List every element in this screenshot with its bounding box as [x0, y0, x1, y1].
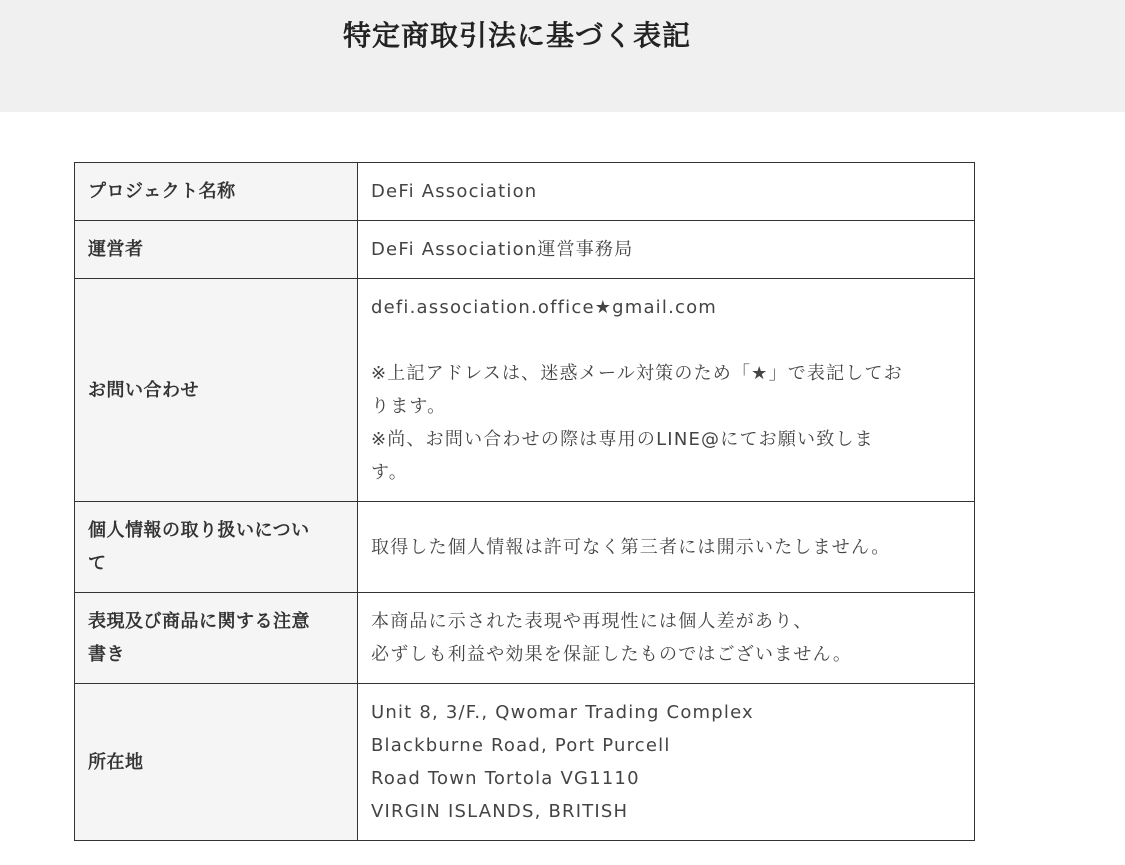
row-value-contact: [358, 279, 975, 502]
disclaimer-label-line: 書き: [88, 644, 125, 665]
disclaimer-label-line: 表現及び商品に関する注意: [88, 611, 310, 632]
row-label-project-name: プロジェクト名称: [75, 163, 358, 221]
table-row-contact: [75, 279, 975, 502]
address-line: Unit 8, 3/F., Qwomar Trading Complex: [371, 702, 754, 723]
table-row-disclaimer: [75, 593, 975, 684]
table-row-address: [75, 684, 975, 841]
row-value-address: [358, 684, 975, 841]
row-label-contact: お問い合わせ: [75, 279, 358, 502]
privacy-label-line: て: [88, 553, 107, 574]
row-value-disclaimer: [358, 593, 975, 684]
contact-note-line: ります。: [371, 396, 447, 417]
table-row-operator: [75, 221, 975, 279]
table-row-project-name: [75, 163, 975, 221]
row-label-disclaimer: [75, 593, 358, 684]
row-value-project-name: [358, 163, 975, 221]
contact-spacer: [371, 324, 961, 357]
address-line: Road Town Tortola VG1110: [371, 768, 640, 789]
row-label-privacy: [75, 502, 358, 593]
project-name-text: DeFi Association: [371, 181, 538, 202]
header-band: [0, 0, 1125, 112]
row-label-operator: 運営者: [75, 221, 358, 279]
privacy-label-line: 個人情報の取り扱いについ: [88, 520, 310, 541]
contact-email: defi.association.office★gmail.com: [371, 297, 718, 318]
address-line: Blackburne Road, Port Purcell: [371, 735, 671, 756]
privacy-text: 取得した個人情報は許可なく第三者には開示いたしません。: [371, 536, 891, 558]
page-title: 特定商取引法に基づく表記: [343, 19, 692, 52]
contact-note-line: ※上記アドレスは、迷惑メール対策のため「★」で表記してお: [371, 363, 903, 384]
row-value-operator: [358, 221, 975, 279]
contact-note-line: ※尚、お問い合わせの際は専用のLINE@にてお願い致しま: [371, 429, 874, 450]
legal-notice-table: [74, 162, 975, 841]
row-value-privacy: [358, 502, 975, 593]
contact-note-line: す。: [371, 462, 408, 483]
table-row-privacy: [75, 502, 975, 593]
disclaimer-text-line: 本商品に示された表現や再現性には個人差があり、: [371, 611, 813, 632]
address-line: VIRGIN ISLANDS, BRITISH: [371, 801, 629, 822]
operator-text: DeFi Association運営事務局: [371, 239, 634, 260]
row-label-address: 所在地: [75, 684, 358, 841]
disclaimer-text-line: 必ずしも利益や効果を保証したものではございません。: [371, 644, 853, 665]
